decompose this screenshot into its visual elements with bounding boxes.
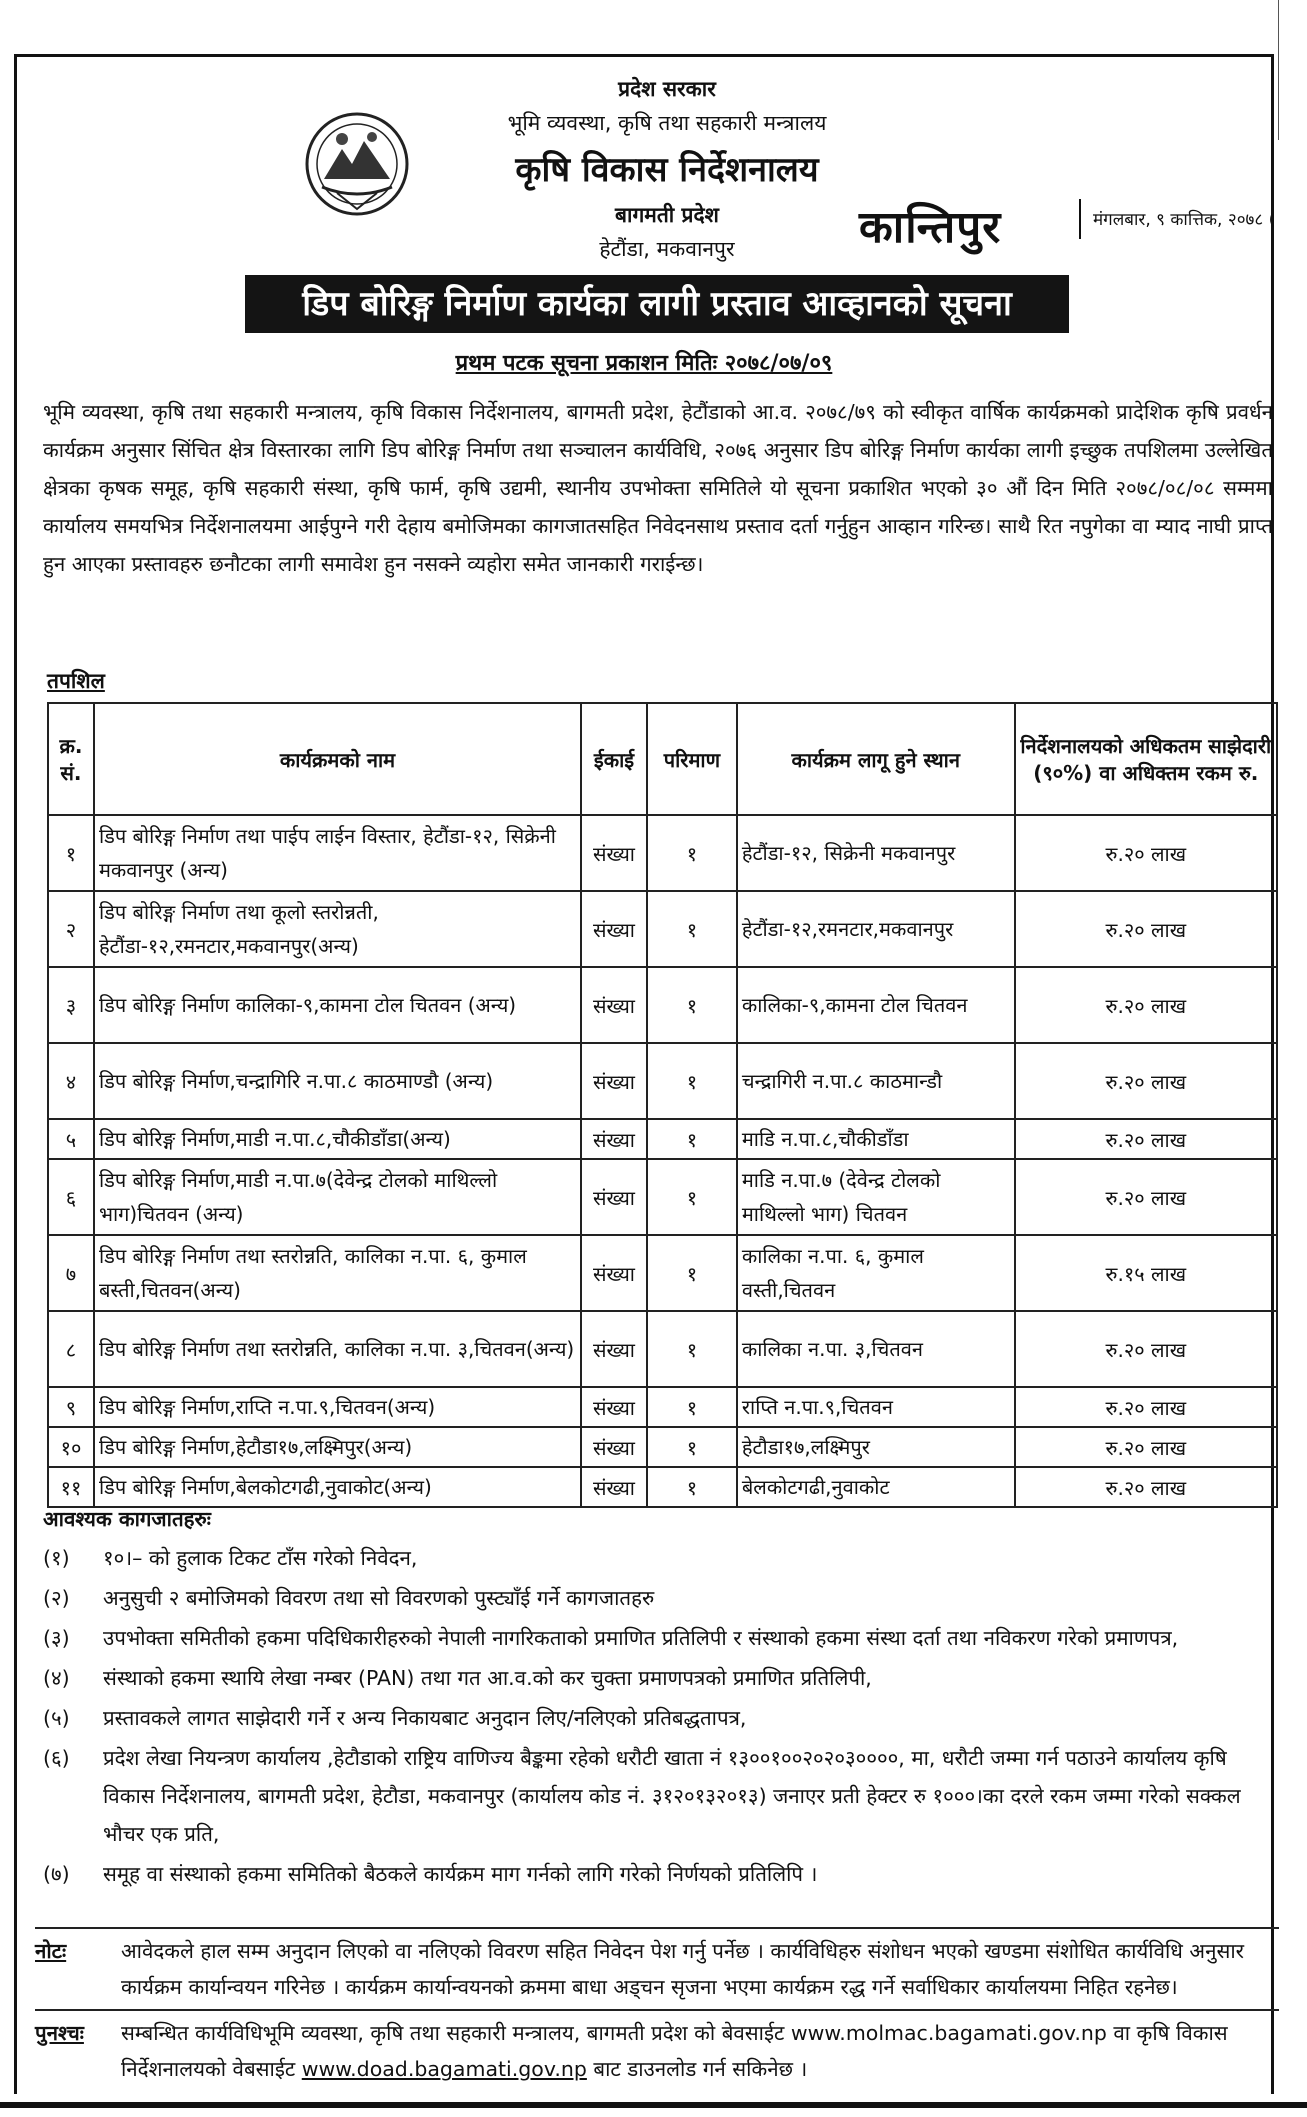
cell-unit: संख्या (581, 967, 647, 1043)
cell-name: डिप बोरिङ्ग निर्माण तथा स्तरोन्नति, कालिका न.पा. ६, कुमाल बस्ती,चितवन(अन्य) (94, 1235, 581, 1311)
list-item (43, 1699, 1273, 1737)
cell-name: डिप बोरिङ्ग निर्माण,बेलकोटगढी,नुवाकोट(अन्य) (94, 1467, 581, 1507)
col-header-unit: ईकाई (581, 703, 647, 815)
postscript-text (121, 2015, 1279, 2087)
cell-place: माडि न.पा.८,चौकीडाँडा (737, 1119, 1015, 1159)
cell-unit: संख्या (581, 1119, 647, 1159)
cell-sn: १ (48, 815, 94, 891)
cell-name: डिप बोरिङ्ग निर्माण तथा पाईप लाईन विस्तार, हेटौंडा-१२, सिक्रेनी मकवानपुर (अन्य) (94, 815, 581, 891)
cell-amount: रु.२० लाख (1015, 815, 1277, 891)
table-row (48, 1467, 1277, 1507)
cell-amount: रु.१५ लाख (1015, 1235, 1277, 1311)
cell-place: बेलकोटगढी,नुवाकोट (737, 1467, 1015, 1507)
newspaper-masthead (847, 195, 1307, 253)
col-header-place: कार्यक्रम लागू हुने स्थान (737, 703, 1015, 815)
bottom-border (0, 2102, 1307, 2108)
documents-title: आवश्यक कागजातहरुः (43, 1507, 211, 1531)
directorate-website-link[interactable]: www.doad.bagamati.gov.np (301, 2057, 587, 2081)
directorate-name: कृषि विकास निर्देशनालय (515, 150, 819, 190)
table-row (48, 1159, 1277, 1235)
notice-frame (14, 54, 1274, 2094)
cell-name: डिप बोरिङ्ग निर्माण तथा स्तरोन्नति, कालिका न.पा. ३,चितवन(अन्य) (94, 1311, 581, 1387)
note-text: आवेदकले हाल सम्म अनुदान लिएको वा नलिएको विवरण सहित निवेदन पेश गर्नु पर्नेछ । कार्यविधिहरु संशोधन भएको खण्डमा संशोधित कार्यविधि अनुसार कार्यक्रम कार्यान्वयन गरिनेछ । कार्यक्रम कार्यान्वयनको क्रममा बाधा अड्चन सृजना भएमा कार्यक्रम रद्ध गर्ने सर्वाधिकार कार्यालयमा निहित रहनेछ। (121, 1939, 1245, 1999)
government-emblem-icon (302, 109, 412, 219)
cell-qty: १ (647, 1387, 737, 1427)
publication-date (17, 347, 1271, 377)
item-number: (१) (43, 1546, 70, 1570)
cell-unit: संख्या (581, 1467, 647, 1507)
cell-amount: रु.२० लाख (1015, 1311, 1277, 1387)
cell-qty: १ (647, 967, 737, 1043)
details-heading: तपशिल (47, 669, 105, 693)
cell-name: डिप बोरिङ्ग निर्माण,चन्द्रागिरि न.पा.८ काठमाण्डौ (अन्य) (94, 1043, 581, 1119)
cell-sn: २ (48, 891, 94, 967)
cell-place: हेटौंडा-१२,रमनटार,मकवानपुर (737, 891, 1015, 967)
table-row (48, 1387, 1277, 1427)
cell-name: डिप बोरिङ्ग निर्माण तथा कूलो स्तरोन्नती, हेटौंडा-१२,रमनटार,मकवानपुर(अन्य) (94, 891, 581, 967)
cell-qty: १ (647, 1311, 737, 1387)
intro-paragraph: भूमि व्यवस्था, कृषि तथा सहकारी मन्त्रालय, कृषि विकास निर्देशनालय, बागमती प्रदेश, हेटौंडाको आ.व. २०७८/७९ को स्वीकृत वार्षिक कार्यक्रमको प्रादेशिक कृषि प्रवर्धन कार्यक्रम अनुसार सिंचित क्षेत्र विस्तारका लागि डिप बोरिङ्ग निर्माण तथा सञ्चालन कार्यविधि, २०७६ अनुसार डिप बोरिङ्ग निर्माण कार्यका लागी इच्छुक तपशिलमा उल्लेखित क्षेत्रका कृषक समूह, कृषि सहकारी संस्था, कृषि फार्म, कृषि उद्यमी, स्थानीय उपभोक्ता समितिले यो सूचना प्रकाशित भएको ३० औं दिन मिति २०७८/०८/०८ सम्ममा कार्यालय समयभित्र निर्देशनालयमा आईपुग्ने गरी देहाय बमोजिमका कागजातसहित निवेदनसाथ प्रस्ताव दर्ता गर्नुहुन आव्हान गरिन्छ। साथै रित नपुगेका वा म्याद नाघी प्राप्त हुन आएका प्रस्तावहरु छनौटका लागी समावेश हुन नसक्ने व्यहोरा समेत जानकारी गराईन्छ। (43, 400, 1273, 576)
province-name: बागमती प्रदेश (615, 203, 719, 227)
col-header-amount: निर्देशनालयको अधिकतम साझेदारी (९०%) वा अधिक्तम रकम रु. (1015, 703, 1277, 815)
item-text: अनुसुची २ बमोजिमको विवरण तथा सो विवरणको पुस्ट्याँई गर्ने कागजातहरु (103, 1586, 655, 1610)
cell-unit: संख्या (581, 1043, 647, 1119)
col-header-qty: परिमाण (647, 703, 737, 815)
cell-sn: ७ (48, 1235, 94, 1311)
required-documents (43, 1505, 1273, 1895)
cell-place: कालिका न.पा. ३,चितवन (737, 1311, 1015, 1387)
cell-sn: ३ (48, 967, 94, 1043)
cell-qty: १ (647, 1159, 737, 1235)
cell-place: राप्ति न.पा.९,चितवन (737, 1387, 1015, 1427)
table-row (48, 1427, 1277, 1467)
newspaper-name: कान्तिपुर (859, 202, 1002, 253)
list-item (43, 1539, 1273, 1577)
list-item (43, 1619, 1273, 1657)
col-header-sn: क्र. सं. (48, 703, 94, 815)
publication-date-text: प्रथम पटक सूचना प्रकाशन मितिः २०७८/०७/०९ (455, 351, 833, 376)
cell-place: चन्द्रागिरी न.पा.८ काठमान्डौ (737, 1043, 1015, 1119)
cell-unit: संख्या (581, 1427, 647, 1467)
cell-amount: रु.२० लाख (1015, 1159, 1277, 1235)
table-row (48, 1311, 1277, 1387)
cell-amount: रु.२० लाख (1015, 1043, 1277, 1119)
cell-unit: संख्या (581, 1235, 647, 1311)
item-number: (२) (43, 1586, 70, 1610)
cell-qty: १ (647, 1119, 737, 1159)
item-text: १०।– को हुलाक टिकट टाँस गरेको निवेदन, (103, 1546, 418, 1570)
cell-sn: ८ (48, 1311, 94, 1387)
ministry-name: भूमि व्यवस्था, कृषि तथा सहकारी मन्त्रालय (507, 111, 827, 135)
cell-qty: १ (647, 1235, 737, 1311)
table-header-row (48, 703, 1277, 815)
postscript-text-1: सम्बन्धित कार्यविधिभूमि व्यवस्था, कृषि तथा सहकारी मन्त्रालय, बागमती प्रदेश को बेवसाईट www.molmac.bagamati.gov.np वा कृषि विकास निर्देशनालयको वेबसाईट (121, 2021, 1228, 2081)
cell-sn: १० (48, 1427, 94, 1467)
cell-unit: संख्या (581, 1387, 647, 1427)
table-row (48, 1043, 1277, 1119)
office-address: हेटौंडा, मकवानपुर (599, 237, 735, 261)
cell-qty: १ (647, 1427, 737, 1467)
item-text: संस्थाको हकमा स्थायि लेखा नम्बर (PAN) तथा गत आ.व.को कर चुक्ता प्रमाणपत्रको प्रमाणित प्रतिलिपी, (103, 1666, 872, 1690)
cell-name: डिप बोरिङ्ग निर्माण,माडी न.पा.७(देवेन्द्र टोलको माथिल्लो भाग)चितवन (अन्य) (94, 1159, 581, 1235)
table-row (48, 967, 1277, 1043)
cell-sn: ४ (48, 1043, 94, 1119)
notes-section (35, 1927, 1279, 2087)
cell-place: हेटौंडा-१२, सिक्रेनी मकवानपुर (737, 815, 1015, 891)
cell-name: डिप बोरिङ्ग निर्माण,माडी न.पा.८,चौकीडाँडा(अन्य) (94, 1119, 581, 1159)
item-text: समूह वा संस्थाको हकमा समितिको बैठकले कार्यक्रम माग गर्नको लागि गरेको निर्णयको प्रतिलिपि । (103, 1862, 818, 1886)
cell-sn: ६ (48, 1159, 94, 1235)
cell-sn: ९ (48, 1387, 94, 1427)
table-row (48, 1119, 1277, 1159)
cell-unit: संख्या (581, 891, 647, 967)
cell-sn: ११ (48, 1467, 94, 1507)
organization-block (417, 75, 917, 263)
item-text: उपभोक्ता समितीको हकमा पदिधिकारीहरुको नेपाली नागरिकताको प्रमाणित प्रतिलिपी र संस्थाको हकमा संस्था दर्ता तथा नविकरण गरेको प्रमाणपत्र, (103, 1626, 1179, 1650)
page-edge-rule (1278, 0, 1279, 140)
item-number: (६) (43, 1746, 70, 1770)
cell-place: कालिका न.पा. ६, कुमाल वस्ती,चितवन (737, 1235, 1015, 1311)
postscript-row (35, 2011, 1279, 2087)
cell-qty: १ (647, 815, 737, 891)
cell-unit: संख्या (581, 1311, 647, 1387)
notice-header (17, 57, 1276, 267)
cell-place: कालिका-९,कामना टोल चितवन (737, 967, 1015, 1043)
cell-place: हेटौडा१७,लक्ष्मिपुर (737, 1427, 1015, 1467)
cell-qty: १ (647, 1043, 737, 1119)
note-row (35, 1929, 1279, 2005)
province-government: प्रदेश सरकार (618, 77, 716, 101)
list-item (43, 1659, 1273, 1697)
note-label: नोटः (35, 1939, 67, 1963)
notice-title: डिप बोरिङ्ग निर्माण कार्यका लागी प्रस्ताव आव्हानको सूचना (245, 275, 1069, 333)
postscript-text-2: बाट डाउनलोड गर्न सकिनेछ । (586, 2057, 808, 2081)
item-text: प्रदेश लेखा नियन्त्रण कार्यालय ,हेटौडाको राष्ट्रिय वाणिज्य बैङ्कमा रहेको धरौटी खाता नं १३००१००२०२०३००००, मा, धरौटी जम्मा गर्न पठाउने कार्यालय कृषि विकास निर्देशनालय, बागमती प्रदेश, हेटौडा, मकवानपुर (कार्यालय कोड नं. ३१२०१३२०१३) जनाएर प्रती हेक्टर रु १०००।का दरले रकम जम्मा गरेको सक्कल भौचर एक प्रति, (103, 1746, 1241, 1846)
cell-qty: १ (647, 891, 737, 967)
cell-place: माडि न.पा.७ (देवेन्द्र टोलको माथिल्लो भाग) चितवन (737, 1159, 1015, 1235)
list-item (43, 1579, 1273, 1617)
table-row (48, 891, 1277, 967)
table-row (48, 1235, 1277, 1311)
item-number: (४) (43, 1666, 70, 1690)
masthead-divider (1079, 199, 1081, 239)
cell-amount: रु.२० लाख (1015, 891, 1277, 967)
item-number: (३) (43, 1626, 70, 1650)
cell-name: डिप बोरिङ्ग निर्माण कालिका-९,कामना टोल चितवन (अन्य) (94, 967, 581, 1043)
list-item (43, 1855, 1273, 1893)
cell-sn: ५ (48, 1119, 94, 1159)
program-table (47, 702, 1278, 1508)
item-number: (७) (43, 1862, 70, 1886)
cell-amount: रु.२० लाख (1015, 1427, 1277, 1467)
newspaper-date: मंगलबार, ९ कात्तिक, २०७८ ( (1093, 210, 1276, 230)
col-header-name: कार्यक्रमको नाम (94, 703, 581, 815)
table-row (48, 815, 1277, 891)
cell-amount: रु.२० लाख (1015, 1467, 1277, 1507)
postscript-label: पुनश्चः (35, 2021, 84, 2045)
list-item (43, 1739, 1273, 1853)
cell-qty: १ (647, 1467, 737, 1507)
item-text: प्रस्तावकले लागत साझेदारी गर्ने र अन्य निकायबाट अनुदान लिए/नलिएको प्रतिबद्धतापत्र, (103, 1706, 747, 1730)
cell-unit: संख्या (581, 1159, 647, 1235)
cell-name: डिप बोरिङ्ग निर्माण,हेटौडा१७,लक्ष्मिपुर(अन्य) (94, 1427, 581, 1467)
item-number: (५) (43, 1706, 70, 1730)
cell-name: डिप बोरिङ्ग निर्माण,राप्ति न.पा.९,चितवन(अन्य) (94, 1387, 581, 1427)
cell-amount: रु.२० लाख (1015, 1387, 1277, 1427)
cell-unit: संख्या (581, 815, 647, 891)
cell-amount: रु.२० लाख (1015, 967, 1277, 1043)
cell-amount: रु.२० लाख (1015, 1119, 1277, 1159)
